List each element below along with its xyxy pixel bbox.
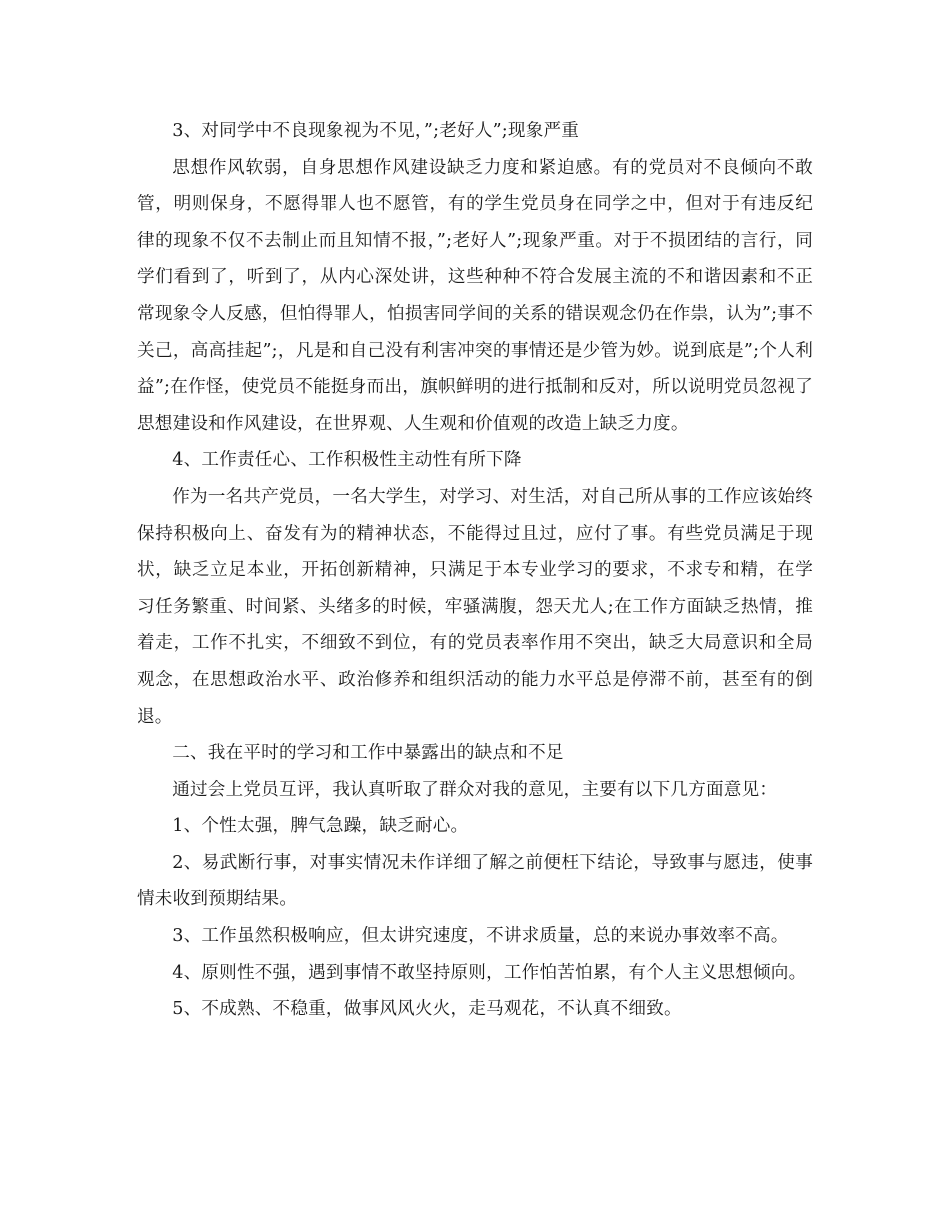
- list-item: 2、易武断行事，对事实情况未作详细了解之前便枉下结论，导致事与愿违，使事情未收到预期结果。: [137, 852, 813, 910]
- list-item: 1、个性太强，脾气急躁，缺乏耐心。: [172, 816, 469, 837]
- list-item: 4、原则性不强，遇到事情不敢坚持原则，工作怕苦怕累，有个人主义思想倾向。: [172, 962, 807, 983]
- body-paragraph: 通过会上党员互评，我认真听取了群众对我的意见，主要有以下几方面意见：: [172, 779, 778, 800]
- body-paragraph: 思想作风软弱，自身思想作风建设缺乏力度和紧迫感。有的党员对不良倾向不敢管，明则保身，不愿得罪人也不愿管，有的学生党员身在同学之中，但对于有违反纪律的现象不仅不去制止而且知情不报，”;老好人”;现象严重。对于不损团结的言行，同学们看到了，听到了，从内心深处讲，这些种种不符合发展主流的不和谐因素和不正常现象令人反感，但怕得罪人，怕损害同学间的关系的错误观念仍在作祟，认为”;事不关己，高高挂起”;，凡是和自己没有利害冲突的事情还是少管为妙。说到底是”;个人利益”;在作怪，使党员不能挺身而出，旗帜鲜明的进行抵制和反对，所以说明党员忽视了思想建设和作风建设，在世界观、人生观和价值观的改造上缺乏力度。: [137, 157, 813, 434]
- list-item: 5、不成熟、不稳重，做事风风火火，走马观花，不认真不细致。: [172, 999, 682, 1020]
- subheading-item-4: 4、工作责任心、工作积极性主动性有所下降: [172, 450, 522, 471]
- section-heading: 二、我在平时的学习和工作中暴露出的缺点和不足: [172, 743, 564, 764]
- list-item: 3、工作虽然积极响应，但太讲究速度，不讲求质量，总的来说办事效率不高。: [172, 926, 789, 947]
- subheading-item-3: 3、对同学中不良现象视为不见，”;老好人”;现象严重: [172, 121, 580, 141]
- document-page: [137, 113, 813, 1028]
- body-paragraph: 作为一名共产党员，一名大学生，对学习、对生活，对自己所从事的工作应该始终保持积极向上、奋发有为的精神状态，不能得过且过，应付了事。有些党员满足于现状，缺乏立足本业，开拓创新精神，只满足于本专业学习的要求，不求专和精，在学习任务繁重、时间紧、头绪多的时候，牢骚满腹，怨天尤人;在工作方面缺乏热情，推着走，工作不扎实，不细致不到位，有的党员表率作用不突出，缺乏大局意识和全局观念，在思想政治水平、政治修养和组织活动的能力水平总是停滞不前，甚至有的倒退。: [137, 486, 813, 727]
